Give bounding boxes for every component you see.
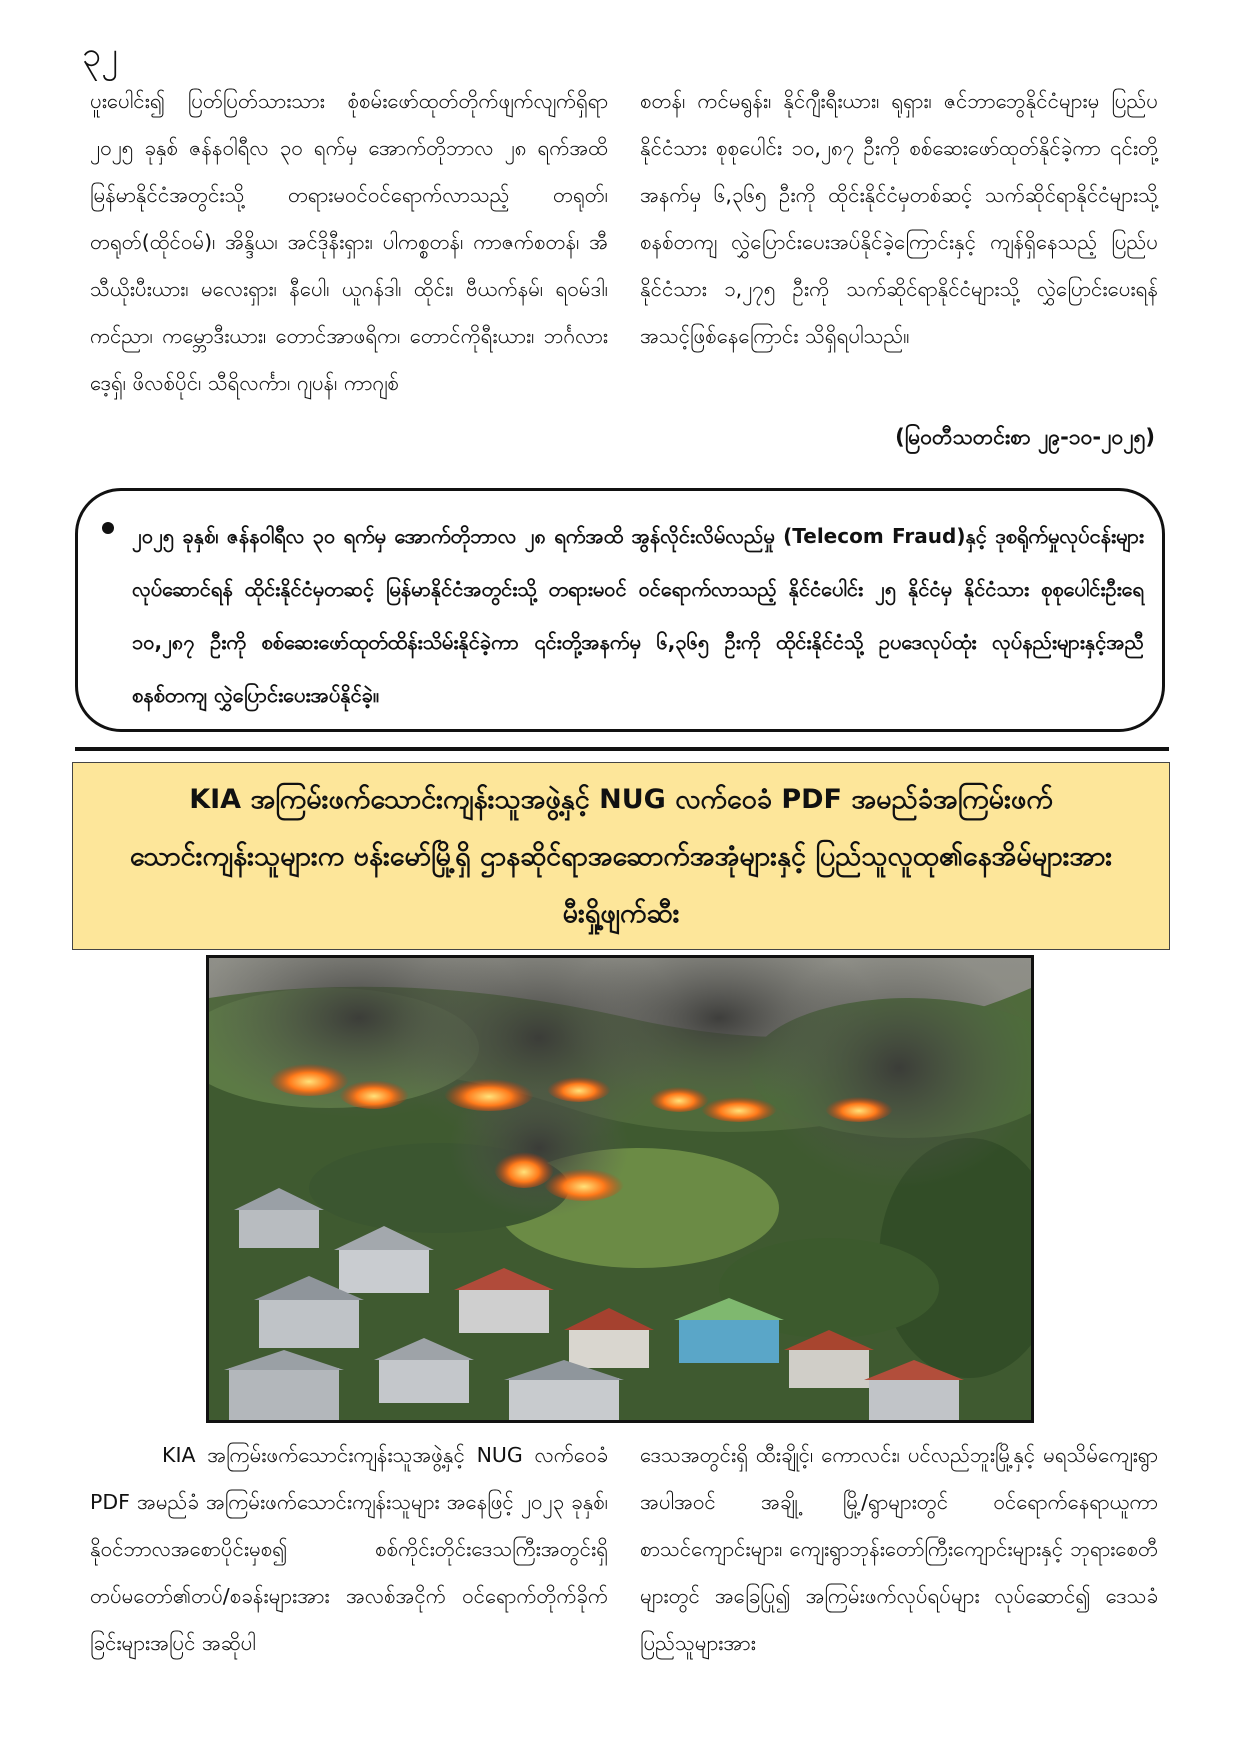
page-number: ၃၂	[82, 35, 118, 75]
top-article-right-column	[640, 78, 1158, 360]
bottom-article-left-column	[90, 1432, 608, 1667]
headline: KIA အကြမ်းဖက်သောင်းကျန်းသူအဖွဲ့နှင့် NUG လက်ဝေခံ PDF အမည်ခံအကြမ်းဖက်သောင်းကျန်းသူများက ဗန်းမော်မြို့ရှိ ဌာနဆိုင်ရာအဆောက်အအုံများနှင့် ပြည်သူလူထု၏နေအိမ်များအား မီးရှို့ဖျက်ဆီး	[129, 783, 1113, 929]
bottom-article-right-text: ဒေသအတွင်းရှိ ထီးချိုင့်၊ ကောလင်း၊ ပင်လည်ဘူးမြို့နှင့် မရသိမ်ကျေးရွာအပါအဝင် အချို့ မြို့/ရွာများတွင် ဝင်ရောက်နေရာယူကာ စာသင်ကျောင်းများ၊ ကျေးရွာဘုန်းတော်ကြီးကျောင်းများနှင့် ဘုရားစေတီများတွင် အခြေပြု၍ အကြမ်းဖက်လုပ်ရပ်များ လုပ်ဆောင်၍ ဒေသခံပြည်သူများအား	[640, 1443, 1158, 1655]
top-article-left-text: ပူးပေါင်း၍ ပြတ်ပြတ်သားသား စုံစမ်းဖော်ထုတ်တိုက်ဖျက်လျက်ရှိရာ ၂၀၂၅ ခုနှစ် ဇန်နဝါရီလ ၃၀ ရက်မှ အောက်တိုဘာလ ၂၈ ရက်အထိ မြန်မာနိုင်ငံအတွင်းသို့ တရားမဝင်ဝင်ရောက်လာသည့် တရုတ်၊ တရုတ်(ထိုင်ဝမ်)၊ အိန္ဒိယ၊ အင်ဒိုနီးရှား၊ ပါကစ္စတန်၊ ကာဇက်စတန်၊ အီသီယိုးပီးယား၊ မလေးရှား၊ နီပေါ၊ ယူဂန်ဒါ၊ ထိုင်း၊ ဗီယက်နမ်၊ ရဝမ်ဒါ၊ ကင်ညာ၊ ကမ္ဘောဒီးယား၊ တောင်အာဖရိက၊ တောင်ကိုရီးယား၊ ဘင်္ဂလားဒေ့ရှ်၊ ဖိလစ်ပိုင်၊ သီရိလင်္ကာ၊ ဂျပန်၊ ကာဂျစ်	[90, 89, 608, 395]
summary-text: ၂၀၂၅ ခုနှစ်၊ ဇန်နဝါရီလ ၃၀ ရက်မှ အောက်တိုဘာလ ၂၈ ရက်အထိ အွန်လိုင်းလိမ်လည်မှု (Telecom Fraud)နှင့် ဒုစရိုက်မှုလုပ်ငန်းများလုပ်ဆောင်ရန် ထိုင်းနိုင်ငံမှတဆင့် မြန်မာနိုင်ငံအတွင်းသို့ တရားမဝင် ဝင်ရောက်လာသည့် နိုင်ငံပေါင်း ၂၅ နိုင်ငံမှ နိုင်ငံသား စုစုပေါင်းဦးရေ ၁၀,၂၈၇ ဦးကို စစ်ဆေးဖော်ထုတ်ထိန်းသိမ်းနိုင်ခဲ့ကာ ၎င်းတို့အနက်မှ ၆,၃၆၅ ဦးကို ထိုင်းနိုင်ငံသို့ ဥပဒေလုပ်ထုံး လုပ်နည်းများနှင့်အညီ စနစ်တကျ လွှဲပြောင်းပေးအပ်နိုင်ခဲ့။	[132, 524, 1144, 707]
section-divider	[75, 747, 1169, 751]
bottom-article-left-text: KIA အကြမ်းဖက်သောင်းကျန်းသူအဖွဲ့နှင့် NUG လက်ဝေခံ PDF အမည်ခံ အကြမ်းဖက်သောင်းကျန်းသူများ အနေဖြင့် ၂၀၂၃ ခုနှစ်၊ နိုဝင်ဘာလအစောပိုင်းမှစ၍ စစ်ကိုင်းတိုင်းဒေသကြီးအတွင်းရှိ တပ်မတော်၏တပ်/စခန်းများအား အလစ်အငိုက် ဝင်ရောက်တိုက်ခိုက်ခြင်းများအပြင် အဆိုပါ	[90, 1443, 608, 1655]
top-article-left-column	[90, 78, 608, 407]
headline-box	[72, 762, 1170, 950]
article-source: (မြဝတီသတင်းစာ ၂၉-၁၀-၂၀၂၅)	[895, 425, 1155, 449]
news-photo	[206, 955, 1034, 1423]
bottom-article-right-column	[640, 1432, 1158, 1667]
bullet-icon	[102, 522, 114, 534]
top-article-right-text: စတန်၊ ကင်မရွန်း၊ နိုင်ဂျီးရီးယား၊ ရုရှား၊ ဇင်ဘာဘွေနိုင်ငံများမှ ပြည်ပနိုင်ငံသား စုစုပေါင်း ၁၀,၂၈၇ ဦးကို စစ်ဆေးဖော်ထုတ်နိုင်ခဲ့ကာ ၎င်းတို့အနက်မှ ၆,၃၆၅ ဦးကို ထိုင်းနိုင်ငံမှတစ်ဆင့် သက်ဆိုင်ရာနိုင်ငံများသို့ စနစ်တကျ လွှဲပြောင်းပေးအပ်နိုင်ခဲ့ကြောင်းနှင့် ကျန်ရှိနေသည့် ပြည်ပနိုင်ငံသား ၁,၂၇၅ ဦးကို သက်ဆိုင်ရာနိုင်ငံများသို့ လွှဲပြောင်းပေးရန် အသင့်ဖြစ်နေကြောင်း သိရှိရပါသည်။	[640, 89, 1158, 348]
